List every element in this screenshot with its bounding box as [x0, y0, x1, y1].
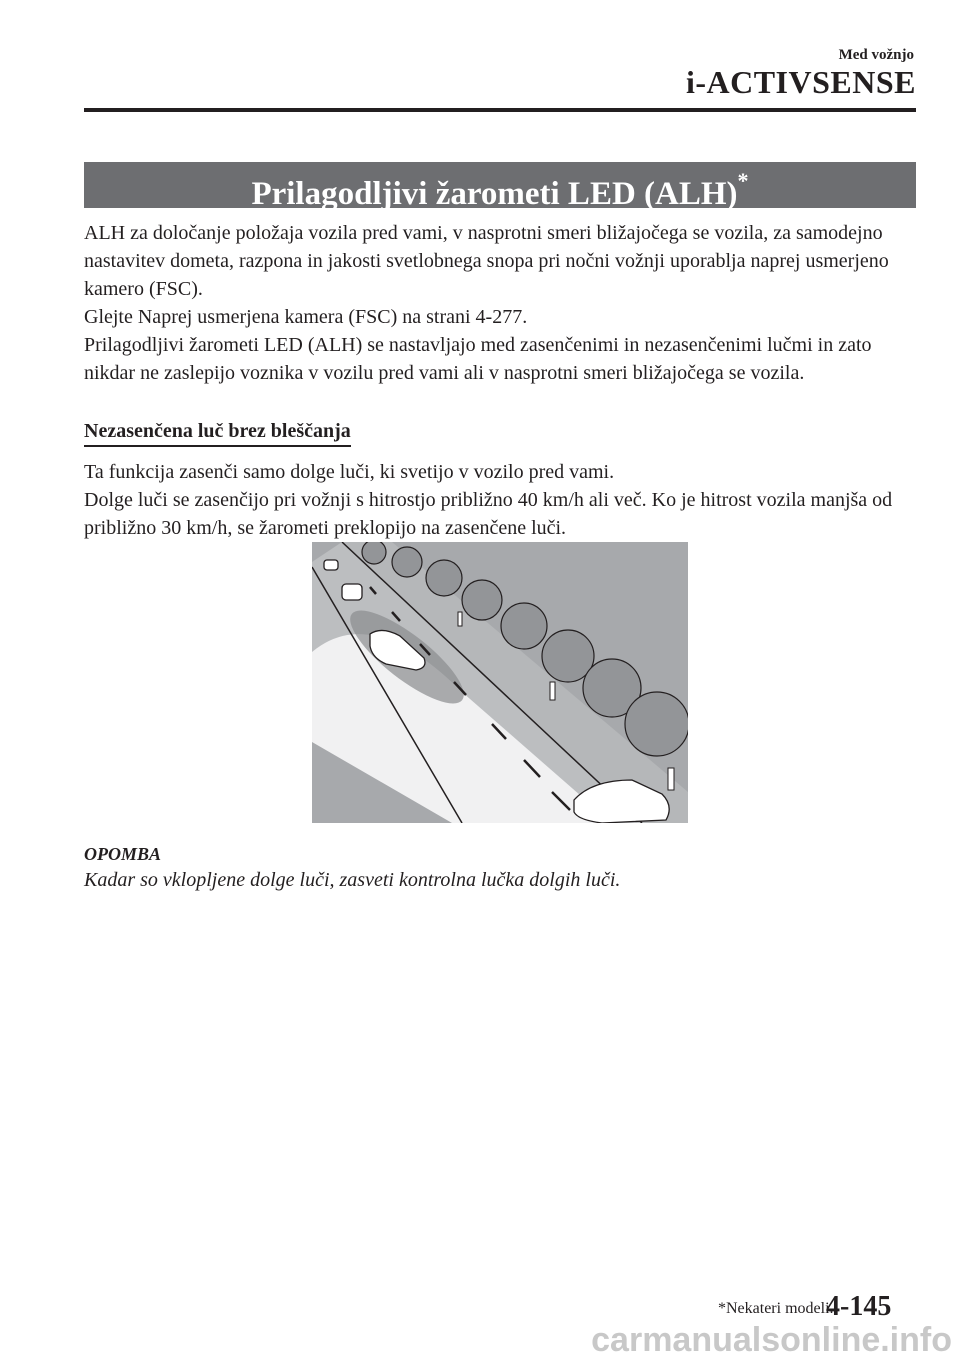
intro-paragraph-2: Glejte Naprej usmerjena kamera (FSC) na strani 4-277. — [84, 306, 528, 328]
road-illustration — [312, 542, 688, 823]
section-text — [84, 458, 916, 542]
note-label: OPOMBA — [84, 844, 162, 864]
intro-paragraph-1: ALH za določanje položaja vozila pred vami, v nasprotni smeri bližajočega se vozila, za samodejno nastavitev dometa, razpona in jakosti svetlobnega snopa pri nočni vožnji uporablja naprej usmerjeno kamero (FSC). — [84, 222, 889, 300]
header-divider — [84, 108, 916, 112]
footnote: *Nekateri modeli. — [718, 1300, 834, 1317]
page-title-banner — [84, 162, 916, 212]
road-scene-drawing — [312, 542, 688, 823]
section-paragraph-1: Ta funkcija zasenči samo dolge luči, ki svetijo v vozilo pred vami. — [84, 461, 615, 483]
intro-text — [84, 219, 916, 387]
chapter-title: Med vožnjo — [838, 47, 914, 63]
page-title: Prilagodljivi žarometi LED (ALH) — [251, 176, 738, 212]
page-number: 4-145 — [826, 1291, 892, 1322]
section-heading: Nezasenčena luč brez bleščanja — [84, 418, 351, 447]
watermark: carmanualsonline.info — [591, 1321, 952, 1359]
section-paragraph-2: Dolge luči se zasenčijo pri vožnji s hitrostjo približno 40 km/h ali več. Ko je hitrost vozila manjša od približno 30 km/h, se žarometi preklopijo na zasenčene luči. — [84, 489, 893, 539]
section-title: i-ACTIVSENSE — [685, 64, 916, 100]
note-text: Kadar so vklopljene dolge luči, zasveti kontrolna lučka dolgih luči. — [84, 869, 621, 891]
footnote-marker: * — [737, 168, 749, 193]
intro-paragraph-3: Prilagodljivi žarometi LED (ALH) se nastavljajo med zasenčenimi in nezasenčenimi lučmi in zato nikdar ne zaslepijo voznika v vozilu pred vami ali v nasprotni smeri bližajočega se vozila. — [84, 334, 872, 384]
